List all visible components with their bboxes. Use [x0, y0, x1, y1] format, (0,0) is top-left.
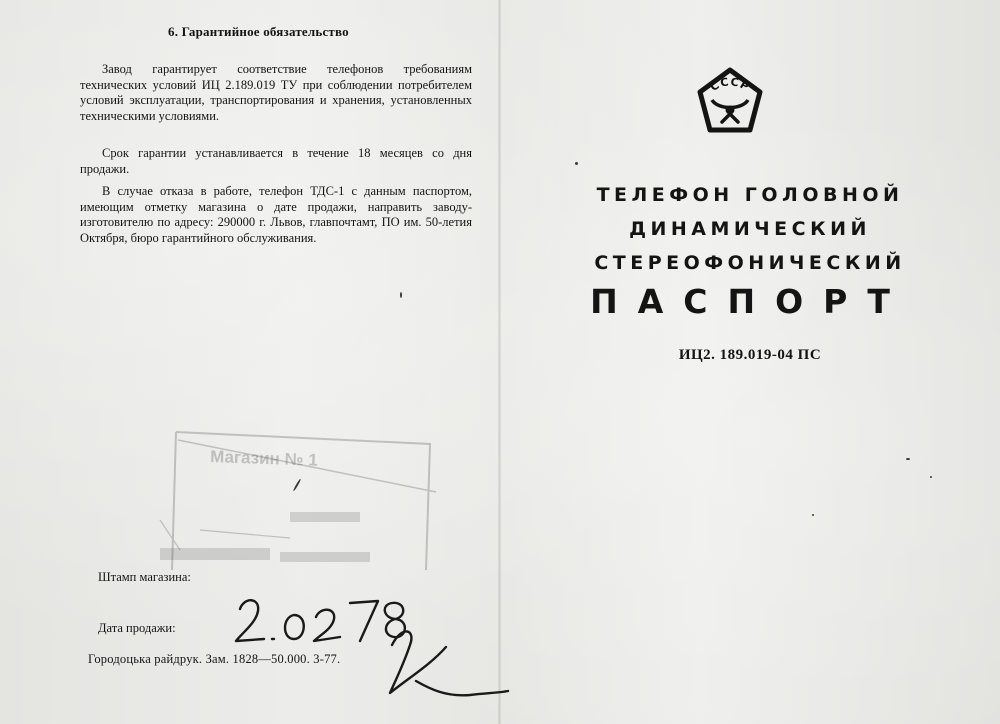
paper-speck — [400, 292, 402, 298]
warranty-paragraph-1: Завод гарантирует соответствие телефонов требованиям технических условий ИЦ 2.189.019 ТУ при соблюдении потребителем условий эксплуатации, транспортирования и хранения, установленных техническими условиями. — [80, 62, 472, 123]
paper-speck — [906, 458, 910, 460]
sale-date-label: Дата продажи: — [98, 621, 176, 635]
shop-stamp-label: Штамп магазина: — [98, 570, 191, 584]
title-line-3: СТЕРЕОФОНИЧЕСКИЙ — [594, 252, 906, 274]
handwritten-sale-date — [220, 585, 510, 715]
title-line-1: ТЕЛЕФОН ГОЛОВНОЙ — [596, 184, 904, 206]
product-title — [540, 178, 960, 280]
printer-imprint: Городоцька райдрук. Зам. 1828—50.000. 3-77. — [88, 652, 341, 666]
warranty-section-title: 6. Гарантийное обязательство — [168, 24, 349, 39]
title-line-2: ДИНАМИЧЕСКИЙ — [629, 218, 871, 240]
quality-mark-emblem — [694, 66, 766, 138]
paper-speck — [575, 162, 578, 165]
warranty-paragraph-2: Срок гарантии устанавливается в течение 18 месяцев со дня продажи. — [80, 146, 472, 176]
passport-heading: ПАСПОРТ — [590, 282, 910, 321]
shop-stamp — [140, 420, 440, 580]
stamp-text: Магазин № 1 — [209, 447, 319, 470]
svg-text:СССР — [708, 75, 752, 94]
warranty-paragraph-3: В случае отказа в работе, телефон ТДС-1 с данным паспортом, имеющим отметку магазина о дате продажи, направить заводу-изготовителю по адресу: 290000 г. Львов, главпочтамт, ПО им. 50-летия Октября, бюро гарантийного обслуживания. — [80, 184, 472, 245]
paper-speck — [930, 476, 932, 478]
paper-speck — [812, 514, 814, 516]
document-code: ИЦ2. 189.019-04 ПС — [678, 347, 822, 363]
emblem-text: СССР — [707, 75, 753, 94]
